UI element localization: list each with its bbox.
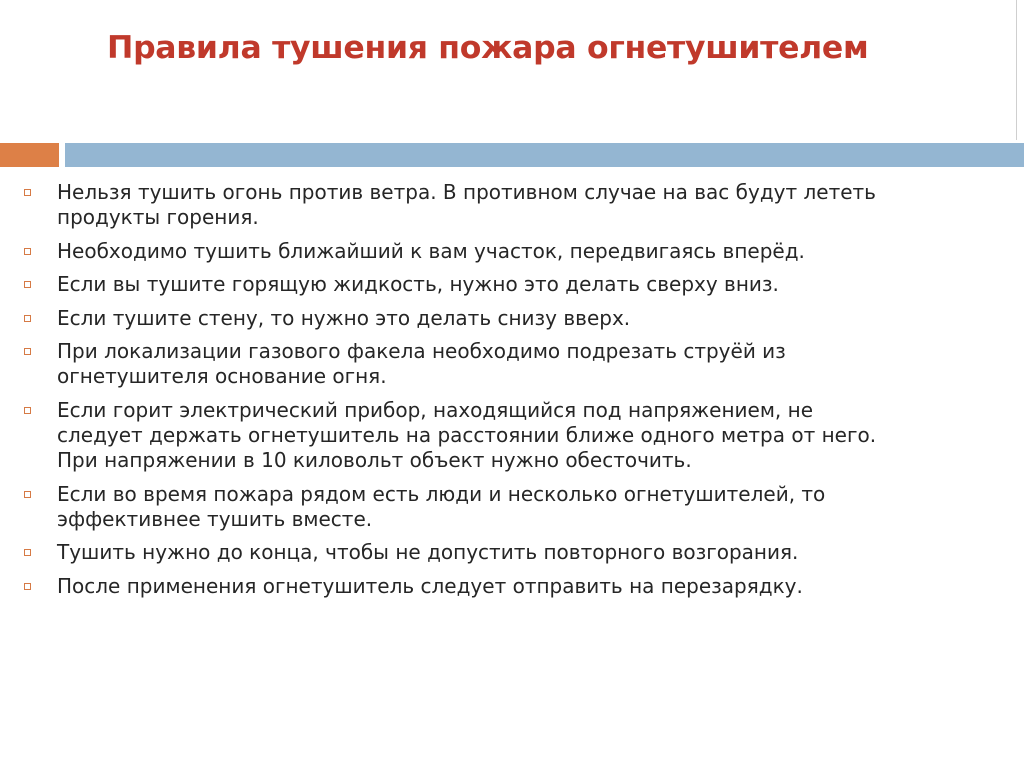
bullet-list [0,180,1024,607]
bullet-line: После применения огнетушитель следует отправить на перезарядку. [57,573,803,598]
hollow-square-icon [24,248,31,255]
bullet-line: Если во время пожара рядом есть люди и несколько огнетушителей, то [57,481,826,506]
bullet-item [0,398,1024,473]
bullet-item [0,482,1024,532]
bullet-line: следует держать огнетушитель на расстоянии ближе одного метра от него. [57,422,877,447]
bullet-line: Тушить нужно до конца, чтобы не допустить повторного возгорания. [57,540,799,565]
bullet-line: При напряжении в 10 киловольт объект нужно обесточить. [57,447,692,472]
bullet-line: эффективнее тушить вместе. [57,506,373,531]
bullet-line: огнетушителя основание огня. [57,364,387,389]
hollow-square-icon [24,281,31,288]
bullet-line: Нельзя тушить огонь против ветра. В противном случае на вас будут лететь [57,180,876,204]
hollow-square-icon [24,407,31,414]
bullet-item [0,540,1024,565]
bullet-line: Если тушите стену, то нужно это делать снизу вверх. [57,305,631,330]
hollow-square-icon [24,348,31,355]
bullet-line: Если вы тушите горящую жидкость, нужно это делать сверху вниз. [57,272,779,297]
bullet-line: Необходимо тушить ближайший к вам участок, передвигаясь вперёд. [57,238,805,263]
slide-title: Правила тушения пожара огнетушителем [107,30,869,66]
bullet-item [0,306,1024,331]
bullet-item [0,180,1024,230]
bullet-line: При локализации газового факела необходимо подрезать струёй из [57,339,786,364]
accent-bar-blue [65,143,1024,167]
bullet-item [0,339,1024,389]
hollow-square-icon [24,315,31,322]
bullet-item [0,239,1024,264]
bullet-line: Если горит электрический прибор, находящийся под напряжением, не [57,397,814,422]
accent-bar-orange [0,143,59,167]
title-area [0,0,1024,140]
hollow-square-icon [24,491,31,498]
hollow-square-icon [24,189,31,196]
bullet-item [0,272,1024,297]
bullet-item [0,574,1024,599]
bullet-line: продукты горения. [57,205,259,229]
title-divider-line [1016,0,1017,140]
hollow-square-icon [24,549,31,556]
hollow-square-icon [24,583,31,590]
